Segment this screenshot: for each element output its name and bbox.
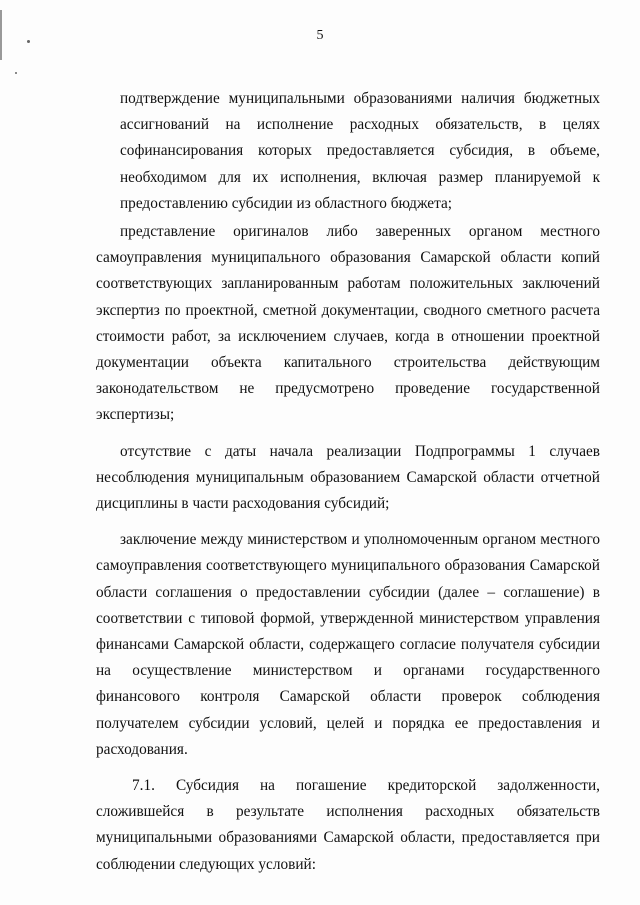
paragraph-reporting-discipline: отсутствие с даты начала реализации Подпрограммы 1 случаев несоблюдения муниципальным образованием Самарской области отчетной дисциплины в части расходования субсидий;: [96, 442, 600, 513]
scan-speck: [15, 72, 17, 74]
page-number: 5: [316, 28, 324, 43]
paragraph-subsidy-agreement: заключение между министерством и уполномоченным органом местного самоуправления соответствующего муниципального образования Самарской области соглашения о предоставлении субсидии (далее – соглашение) в соответствии с типовой формой, утвержденной министерством управления финансами Самарской области, содержащего согласие получателя субсидии на осуществление министерством и органами государственного финансового контроля Самарской области проверок соблюдения получателем субсидии условий, целей и порядка ее предоставления и расходования.: [96, 531, 600, 758]
document-body: [96, 86, 600, 878]
paragraph-budget-confirmation: подтверждение муниципальными образованиями наличия бюджетных ассигнований на исполнение расходных обязательств, в целях софинансирования которых предоставляется субсидия, в объеме, необходимом для их исполнения, включая размер планируемой к предоставлению субсидии из областного бюджета;: [120, 90, 600, 212]
paragraph-section-7-1: 7.1. Субсидия на погашение кредиторской задолженности, сложившейся в результате исполнения расходных обязательств муниципальными образованиями Самарской области, предоставляется при соблюдении следующих условий:: [96, 777, 600, 873]
paragraph-expertise-documents: представление оригиналов либо заверенных органом местного самоуправления муниципального образования Самарской области копий соответствующих запланированным работам положительных заключений экспертиз по проектной, сметной документации, сводного сметного расчета стоимости работ, за исключением случаев, когда в отношении проектной документации объекта капитального строительства действующим законодательством не предусмотрено проведение государственной экспертизы;: [96, 223, 600, 424]
